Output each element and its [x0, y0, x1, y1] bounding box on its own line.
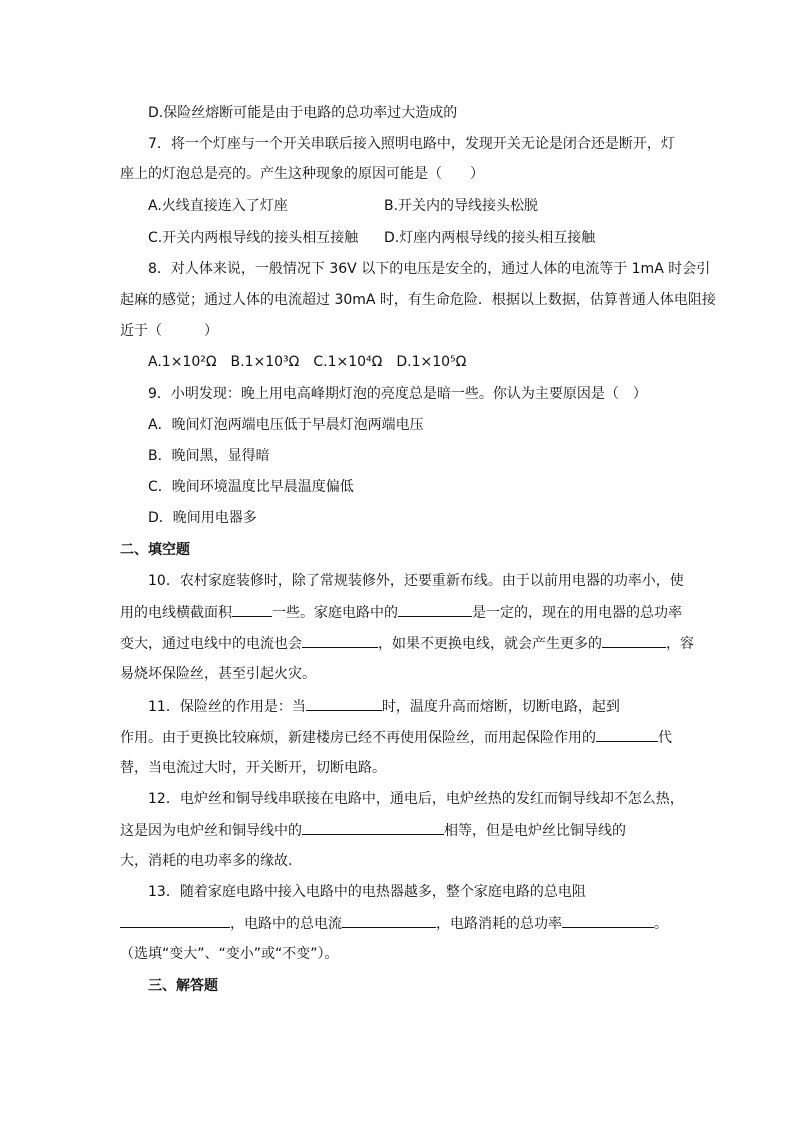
q11-blank-1[interactable]: [306, 696, 382, 711]
q10-text: 一些。家庭电路中的: [272, 605, 398, 621]
q13-text: ，电路消耗的总功率: [436, 916, 562, 932]
q13-line1: 13．随着家庭电路中接入电路中的电热器越多，整个家庭电路的总电阻: [148, 884, 586, 900]
q7-stem-line1: 7．将一个灯座与一个开关串联后接入照明电路中，发现开关无论是闭合还是断开，灯: [148, 136, 675, 152]
q7-option-c: C.开关内两根导线的接头相互接触: [148, 230, 359, 246]
q9-option-d: D．晚间用电器多: [148, 510, 257, 526]
q9-option-b: B．晚间黑，显得暗: [148, 448, 270, 464]
q9-option-c: C．晚间环境温度比早晨温度偏低: [148, 479, 354, 495]
q10-line2: [120, 602, 682, 623]
q13-line2: [120, 913, 668, 934]
q10-text: 用的电线横截面积: [120, 605, 232, 621]
q12-blank-1[interactable]: [302, 820, 444, 835]
q12-line3: 大，消耗的电功率多的缘故.: [120, 853, 293, 869]
q8-stem-line3: 近于（ ）: [120, 323, 218, 339]
q12-text: 这是因为电炉丝和铜导线中的: [120, 823, 302, 839]
q10-blank-2[interactable]: [398, 602, 472, 617]
q11-text: 11．保险丝的作用是：当: [148, 699, 306, 715]
q10-text: ，容: [666, 636, 694, 652]
q13-blank-1[interactable]: [120, 913, 230, 928]
q10-line1: 10．农村家庭装修时，除了常规装修外，还要重新布线。由于以前用电器的功率小，使: [148, 573, 684, 589]
q11-line1: [148, 696, 620, 717]
q13-text: 。: [654, 916, 668, 932]
q7-option-d: D.灯座内两根导线的接头相互接触: [384, 230, 596, 246]
q10-blank-1[interactable]: [232, 602, 272, 617]
q8-stem-line1: 8．对人体来说，一般情况下 36V 以下的电压是安全的，通过人体的电流等于 1mA 时会引: [148, 261, 711, 277]
q10-text: ，如果不更换电线，就会产生更多的: [378, 636, 602, 652]
section-3-title: 三、解答题: [148, 978, 218, 994]
section-2-title: 二、填空题: [120, 542, 190, 558]
q9-option-a: A．晚间灯泡两端电压低于早晨灯泡两端电压: [148, 417, 424, 433]
q10-blank-3[interactable]: [302, 633, 378, 648]
q12-line2: [120, 820, 626, 841]
q11-text: 作用。由于更换比较麻烦，新建楼房已经不再使用保险丝，而用起保险作用的: [120, 730, 596, 746]
q6-option-d: D.保险丝熔断可能是由于电路的总功率过大造成的: [148, 105, 458, 121]
q7-option-b: B.开关内的导线接头松脱: [384, 198, 539, 214]
q13-line3: （选填“变大”、“变小”或“不变”）。: [120, 946, 339, 962]
q11-text: 代: [658, 730, 672, 746]
q13-blank-2[interactable]: [342, 913, 436, 928]
q10-text: 是一定的，现在的用电器的总功率: [472, 605, 682, 621]
q10-text: 变大，通过电线中的电流也会: [120, 636, 302, 652]
q12-text: 相等，但是电炉丝比铜导线的: [444, 823, 626, 839]
q10-line3: [120, 633, 694, 654]
q10-line4: 易烧坏保险丝，甚至引起火灾。: [120, 666, 316, 682]
q8-stem-line2: 起麻的感觉；通过人体的电流超过 30mA 时，有生命危险．根据以上数据，估算普通人体电阻接: [120, 292, 716, 308]
q13-blank-3[interactable]: [562, 913, 654, 928]
q12-line1: 12．电炉丝和铜导线串联接在电路中，通电后，电炉丝热的发红而铜导线却不怎么热，: [148, 791, 684, 807]
q13-text: ，电路中的总电流: [230, 916, 342, 932]
q11-line3: 替，当电流过大时，开关断开，切断电路。: [120, 760, 386, 776]
q7-stem-line2: 座上的灯泡总是亮的。产生这种现象的原因可能是（ ）: [120, 166, 484, 182]
q11-line2: [120, 727, 672, 748]
q9-stem: 9．小明发现：晚上用电高峰期灯泡的亮度总是暗一些。你认为主要原因是（ ）: [148, 386, 647, 402]
q11-blank-2[interactable]: [596, 727, 658, 742]
q11-text: 时，温度升高而熔断，切断电路，起到: [381, 699, 620, 715]
q8-options: A.1×10²Ω B.1×10³Ω C.1×10⁴Ω D.1×10⁵Ω: [148, 354, 467, 370]
q10-blank-4[interactable]: [602, 633, 666, 648]
q7-option-a: A.火线直接连入了灯座: [148, 198, 288, 214]
